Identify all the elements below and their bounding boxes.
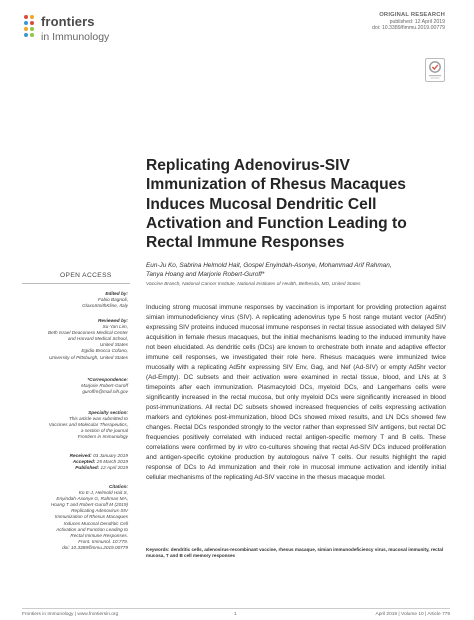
abstract-text: co-cultures showing that rectal Ad-SIV DCs induced proliferation and antigen-specific cytokine production by autologous naïve T cells. Our results highlight the rapid response of DCs to Ad immunization and their role in mucosal immune activation and identify initial cellular mechanisms of the replicating Ad-SIV vaccine in the rhesus macaque model. [146, 444, 446, 481]
reviewed-by-label: Reviewed by: [98, 318, 128, 323]
logo-subtitle: in Immunology [41, 31, 110, 43]
check-for-updates-button[interactable] [425, 58, 445, 82]
citation-line: Ko E-J, Helmold Hait S, [78, 490, 128, 496]
editor-line: GlaxoSmithKline, Italy [82, 303, 128, 309]
author-list [146, 262, 451, 279]
citation-line: Induces Mucosal Dendritic Cell [63, 520, 128, 526]
specialty-section [16, 410, 128, 440]
specialty-label: Specialty section: [88, 410, 128, 415]
citation-line: Replicating Adenovirus-SIV [71, 508, 128, 514]
specialty-line: Frontiers in Immunology [77, 434, 128, 440]
reviewer-line: Beth Israel Deaconess Medical Center [48, 330, 128, 336]
abstract-italic: in vitro [237, 444, 258, 451]
keywords-text: dendritic cells, adenovirus-recombinant vaccine, rhesus macaque, simian immunodeficiency virus, mucosal immunity, rectal mucosa, T and B cell memory responses [146, 547, 444, 559]
specialty-line: Vaccines and Molecular Therapeutics, [48, 422, 128, 428]
citation-line: Immunization of Rhesus Macaques [54, 514, 128, 520]
authors-line-2: Tanya Hoang and Marjorie Robert-Guroff* [146, 270, 265, 278]
received-date: 03 January 2019 [93, 453, 128, 458]
accepted-label: Accepted: [72, 459, 96, 465]
published-label: Published: [75, 465, 100, 471]
accepted-date: 25 March 2019 [96, 459, 128, 465]
citation-label: Citation: [108, 484, 128, 489]
received-label: Received: [69, 453, 92, 458]
affiliation: Vaccine Branch, National Cancer Institute, National Institutes of Health, Bethesda, MD, United States [146, 282, 361, 287]
journal-logo[interactable] [22, 12, 142, 48]
citation-doi[interactable]: doi: 10.3389/fimmu.2019.00779 [62, 544, 128, 550]
citation-line: Hoang T and Robert-Guroff M (2019) [50, 502, 128, 508]
citation-line: Enyindah-Asonye G, Rahman MA, [56, 496, 128, 502]
authors-line-1: Eun-Ju Ko, Sabrina Helmold Hait, Gospel Enyindah-Asonye, Mohammad Arif Rahman, [146, 262, 392, 269]
edited-by-section [16, 291, 128, 309]
citation-line: Activation and Function Leading to [56, 526, 128, 532]
footer-issue-info: April 2019 | Volume 10 | Article 779 [375, 612, 450, 617]
reviewer-line: University of Pittsburgh, United States [49, 354, 128, 360]
reviewer-line: Egidio Brocca Cofano, [81, 348, 128, 354]
abstract-text: Inducing strong mucosal immune responses by vaccination is important for providing protection against simian immunodeficiency virus (SIV). A replicating adenovirus type 5 host range mutant vector (Ad5hr) expressing SIV proteins induced mucosal immune responses in rectal tissue associated with delayed SIV acquisition in female rhesus macaques, but the initial mechanisms leading to the induced immunity have not been elucidated. As dendritic cells (DCs) are known to orchestrate both innate and adaptive effector immune cell responses, we investigated their role here. Rhesus macaques were immunized twice mucosally with a replicating Ad5hr expressing SIV Env, Gag, and Nef (Ad-SIV) or empty Ad5hr vector (Ad-Empty). DC subsets and their activation were examined in rectal tissue, blood, and LNs at 3 timepoints after each immunization. Plasmacytoid DCs, myeloid DCs, and Langerhans cells were significantly increased in the rectal mucosa, but only myeloid DCs were significantly increased in blood post-immunizations. All rectal DC subsets showed increased frequencies of cells expressing activation markers and cytokines post-immunization, blood DCs showed mixed results, and LN DCs showed few changes. Rectal DCs responded strongly to the vector rather than expressed SIV antigens, but rectal DC frequencies positively correlated with induced rectal antigen-specific memory T and B cells. These correlations were confirmed by [146, 304, 446, 451]
citation-line: Rectal Immune Responses. [70, 532, 128, 538]
keywords-label: Keywords: [146, 547, 170, 552]
correspondence-name: Marjorie Robert-Guroff [81, 383, 128, 389]
reviewer-line: Su-Yan Lim, [102, 324, 128, 330]
article-meta [372, 12, 445, 32]
check-for-updates-icon [426, 59, 444, 81]
reviewer-line: and Harvard Medical School, [67, 336, 128, 342]
abstract [146, 303, 446, 483]
footer-journal-link[interactable]: Frontiers in Immunology | www.frontiersin.org [22, 612, 119, 617]
specialty-line: This article was submitted to [68, 416, 128, 422]
footer-divider [22, 608, 450, 609]
article-title: Replicating Adenovirus-SIV Immunization of Rhesus Macaques Induces Mucosal Dendritic Cell Activation and Function Leading to Rectal Immune Responses [146, 157, 407, 252]
published-date: published: 12 April 2019 [389, 18, 445, 25]
correspondence-email[interactable]: guroffm@mail.nih.gov [82, 389, 128, 395]
correspondence-section [16, 377, 128, 395]
edited-by-label: Edited by: [105, 291, 128, 296]
frontiers-logo-icon [22, 14, 38, 40]
divider [22, 283, 130, 284]
citation-line: Front. Immunol. 10:779. [78, 538, 128, 544]
specialty-line: a section of the journal [80, 428, 128, 434]
reviewed-by-section [16, 318, 128, 361]
doi-link[interactable]: doi: 10.3389/fimmu.2019.00779 [372, 25, 445, 32]
keywords [146, 547, 446, 560]
published-date-side: 12 April 2019 [100, 465, 128, 471]
editor-line: Fabio Bagnoli, [98, 297, 128, 303]
reviewer-line: United States [99, 342, 128, 348]
logo-name: frontiers [41, 14, 95, 29]
correspondence-label: *Correspondence: [87, 377, 128, 382]
open-access-label: OPEN ACCESS [60, 272, 112, 279]
citation-section [16, 484, 128, 551]
page-number: 1 [234, 612, 237, 617]
dates-section [16, 453, 128, 471]
article-type: ORIGINAL RESEARCH [379, 12, 445, 18]
